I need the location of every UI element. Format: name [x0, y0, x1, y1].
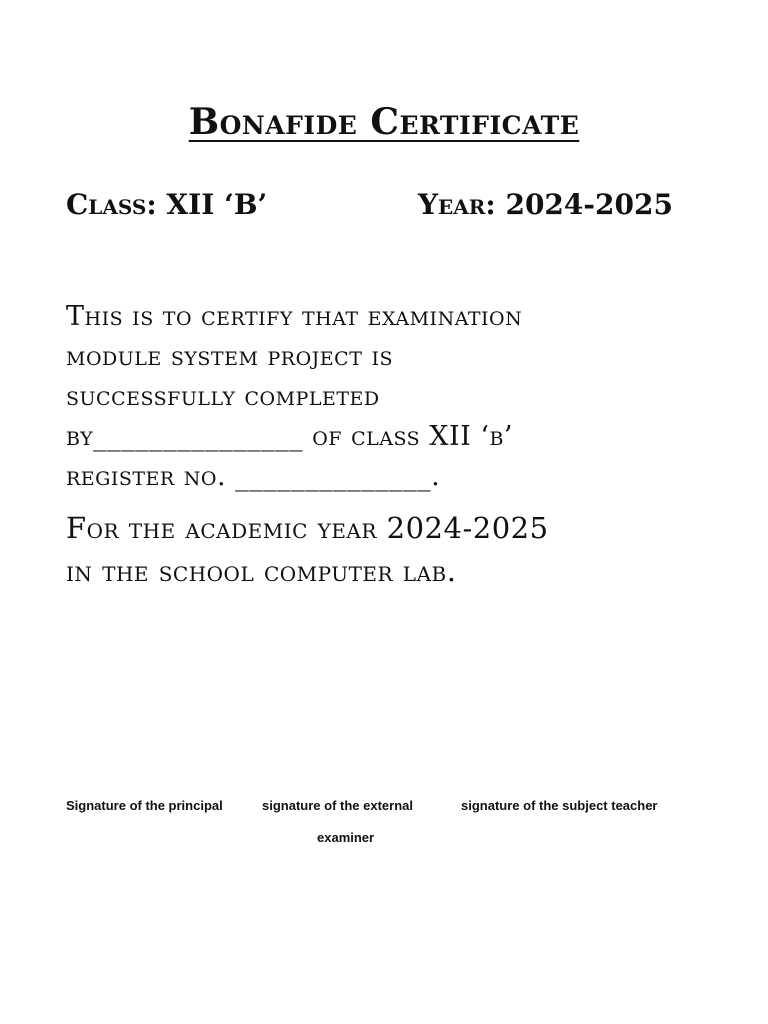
paragraph-line-4: by_______________ of class XII ‘b’	[66, 421, 514, 452]
paragraph-line-5: register no. ______________.	[66, 461, 441, 492]
paragraph-line-3: successfully completed	[66, 381, 380, 412]
class-label: Class: XII ‘B’	[66, 188, 268, 221]
certificate-title-text: Bonafide Certificate	[188, 101, 580, 143]
signature-row	[66, 796, 706, 866]
academic-line-1: For the academic year 2024-2025	[66, 511, 549, 545]
academic-year-paragraph	[66, 507, 706, 593]
paragraph-line-2: module system project is	[66, 341, 393, 372]
paragraph-line-1: This is to certify that examination	[66, 301, 523, 332]
certification-paragraph	[66, 297, 706, 497]
principal-signature-label: Signature of the principal	[66, 798, 223, 813]
year-label: Year: 2024-2025	[418, 188, 673, 221]
certificate-title	[0, 98, 768, 146]
subject-teacher-signature-label: signature of the subject teacher	[461, 798, 658, 813]
external-examiner-signature-label: signature of the external	[262, 798, 413, 813]
academic-line-2: in the school computer lab.	[66, 554, 457, 588]
external-examiner-label-continued: examiner	[317, 830, 375, 845]
